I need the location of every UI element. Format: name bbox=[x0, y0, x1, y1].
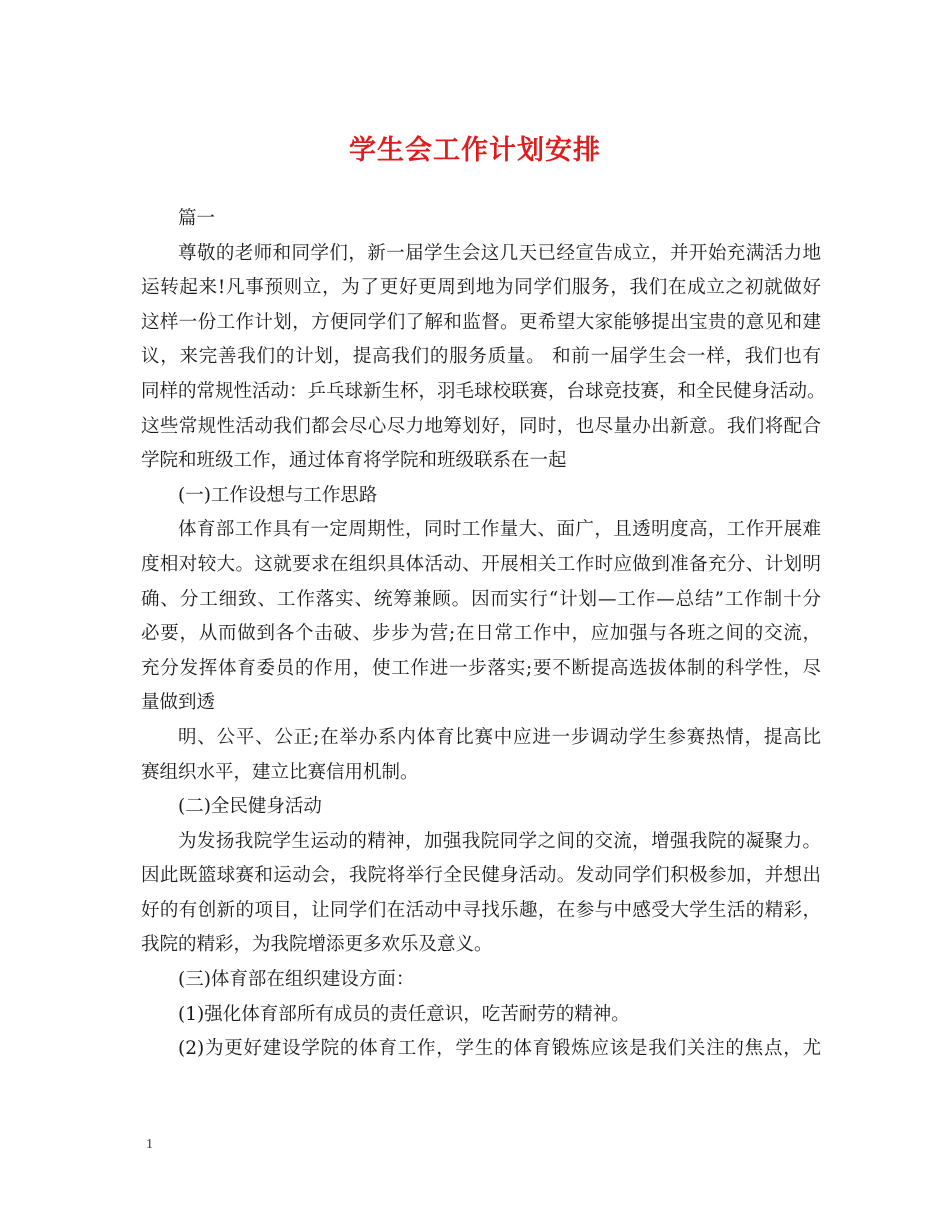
text-line: 篇一 bbox=[178, 208, 216, 229]
text-line: 赛组织水平，建立比赛信用机制。 bbox=[141, 761, 419, 783]
list-item: (2)为更好建设学院的体育工作，学生的体育锻炼应该是我们关注的焦点，尤 bbox=[178, 1038, 821, 1060]
text-line: 议，来完善我们的计划，提高我们的服务质量。 和前一届学生会一样，我们也有 bbox=[141, 346, 821, 368]
text-line: 充分发挥体育委员的作用，使工作进一步落实;要不断提高选拔体制的科学性，尽 bbox=[141, 657, 821, 679]
document-title: 学生会工作计划安排 bbox=[349, 135, 601, 166]
text-line: 量做到透 bbox=[141, 692, 216, 714]
section-heading: (一)工作设想与工作思路 bbox=[178, 484, 378, 506]
text-line: 好的有创新的项目，让同学们在活动中寻找乐趣，在参与中感受大学生活的精彩， bbox=[141, 899, 821, 921]
text-line: 运转起来!凡事预则立，为了更好更周到地为同学们服务，我们在成立之初就做好 bbox=[141, 277, 821, 299]
text-line: 必要，从而做到各个击破、步步为营;在日常工作中，应加强与各班之间的交流， bbox=[141, 623, 821, 645]
text-line: 确、分工细致、工作落实、统筹兼顾。因而实行“计划—工作—总结”工作制十分 bbox=[141, 588, 821, 610]
text-line: 这样一份工作计划，方便同学们了解和监督。更希望大家能够提出宝贵的意见和建 bbox=[141, 311, 821, 333]
list-item: (1)强化体育部所有成员的责任意识，吃苦耐劳的精神。 bbox=[178, 1003, 630, 1025]
text-line: 学院和班级工作，通过体育将学院和班级联系在一起 bbox=[141, 450, 567, 472]
section-heading: (三)体育部在组织建设方面： bbox=[178, 969, 415, 991]
section-heading: (二)全民健身活动 bbox=[178, 796, 322, 818]
text-line: 体育部工作具有一定周期性，同时工作量大、面广，且透明度高，工作开展难 bbox=[178, 519, 821, 541]
text-line: 明、公平、公正;在举办系内体育比赛中应进一步调动学生参赛热情，提高比 bbox=[178, 726, 821, 748]
text-line: 为发扬我院学生运动的精神，加强我院同学之间的交流，增强我院的凝聚力。 bbox=[178, 830, 821, 852]
page-number: 1 bbox=[146, 1137, 153, 1152]
text-line: 度相对较大。这就要求在组织具体活动、开展相关工作时应做到准备充分、计划明 bbox=[141, 553, 821, 575]
text-line: 因此既篮球赛和运动会，我院将举行全民健身活动。发动同学们积极参加，并想出 bbox=[141, 865, 821, 887]
document-body bbox=[141, 202, 826, 1067]
text-line: 尊敬的老师和同学们，新一届学生会这几天已经宣告成立，并开始充满活力地 bbox=[178, 242, 821, 264]
text-line: 同样的常规性活动：乒乓球新生杯，羽毛球校联赛，台球竞技赛，和全民健身活动。 bbox=[141, 380, 826, 402]
text-line: 我院的精彩，为我院增添更多欢乐及意义。 bbox=[141, 934, 493, 956]
text-line: 这些常规性活动我们都会尽心尽力地筹划好，同时，也尽量办出新意。我们将配合 bbox=[141, 415, 821, 437]
